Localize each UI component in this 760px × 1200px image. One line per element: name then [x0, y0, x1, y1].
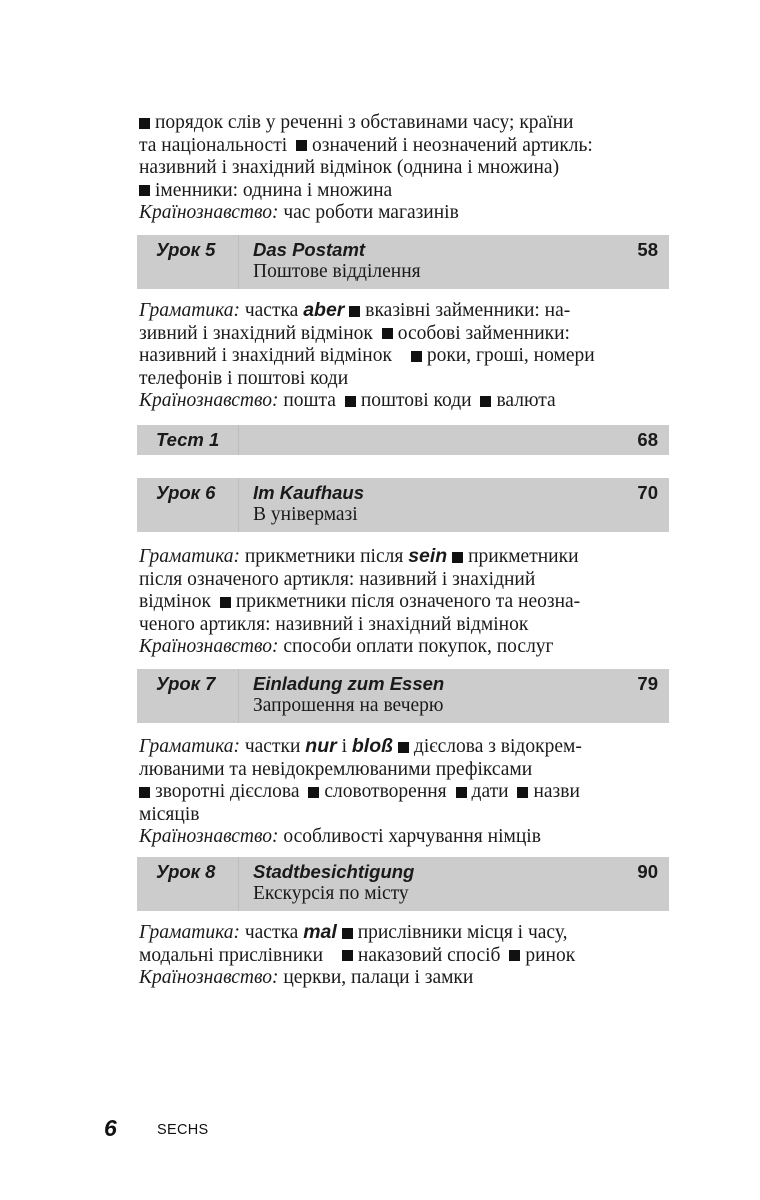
separator — [238, 669, 239, 723]
separator — [238, 425, 239, 455]
bullet-square-icon — [411, 351, 422, 362]
text: зворотні дієслова — [155, 781, 300, 803]
text: місяців — [139, 803, 200, 825]
text: модальні прислівники — [139, 944, 324, 966]
intro-line-3: називний і знахідний відмінок (однина і множина) — [139, 157, 560, 179]
text: прикметники після — [244, 546, 404, 567]
keyword: bloß — [351, 735, 394, 757]
bullet-square-icon — [349, 306, 360, 317]
text: валюта — [496, 390, 556, 412]
bullet-square-icon — [452, 552, 463, 563]
lesson-number: Тест 1 — [156, 429, 220, 450]
lesson-6-header[interactable] — [137, 478, 669, 532]
country-label: Країнознавство: — [139, 202, 279, 224]
lesson-title: Im Kaufhaus — [253, 482, 365, 503]
bullet-square-icon — [139, 118, 150, 129]
lesson-page-number: 70 — [637, 482, 658, 503]
page-number: 6 — [104, 1115, 117, 1141]
bullet-square-icon — [342, 928, 353, 939]
text: поштові коди — [360, 390, 472, 412]
text: особові займенники: — [397, 322, 570, 344]
lesson-subtitle: Запрошення на вечерю — [253, 695, 444, 716]
lesson-subtitle: В універмазі — [253, 504, 358, 525]
country-label: Країнознавство: — [139, 390, 279, 412]
intro-country-text: час роботи магазинів — [283, 202, 459, 224]
separator — [238, 478, 239, 532]
text: наказовий спосіб — [357, 944, 501, 966]
text: ченого артикля: називний і знахідний відмінок — [139, 613, 529, 635]
bullet-square-icon — [296, 140, 307, 151]
grammar-label: Граматика: — [139, 736, 240, 757]
intro-line-2b: означений і неозначений артикль: — [312, 134, 593, 156]
lesson-number: Урок 7 — [156, 673, 216, 694]
text: прикметники — [468, 546, 579, 567]
text: дієслова з відокрем- — [413, 736, 582, 757]
intro-line-4: іменники: однина і множина — [155, 179, 393, 201]
text: відмінок — [139, 591, 211, 613]
text: і — [341, 736, 347, 757]
bullet-square-icon — [139, 787, 150, 798]
keyword: aber — [303, 299, 345, 321]
lesson-6-description — [139, 545, 671, 659]
keyword: sein — [408, 545, 448, 567]
text: частка — [244, 300, 299, 321]
country-label: Країнознавство: — [139, 826, 279, 848]
bullet-square-icon — [342, 950, 353, 961]
lesson-number: Урок 6 — [156, 482, 216, 503]
bullet-square-icon — [220, 597, 231, 608]
intro-line-1: порядок слів у реченні з обставинами часу; країни — [155, 112, 574, 133]
text: ринок — [525, 944, 576, 966]
test-1-header[interactable] — [137, 425, 669, 455]
grammar-label: Граматика: — [139, 300, 240, 321]
lesson-title: Stadtbesichtigung — [253, 861, 415, 882]
lesson-8-header[interactable] — [137, 857, 669, 911]
grammar-label: Граматика: — [139, 922, 240, 943]
keyword: nur — [305, 735, 337, 757]
bullet-square-icon — [382, 328, 393, 339]
lesson-number: Урок 5 — [156, 239, 216, 260]
text: роки, гроші, номери — [426, 345, 595, 367]
country-label: Країнознавство: — [139, 967, 279, 989]
text: називний і знахідний відмінок — [139, 345, 392, 367]
lesson-subtitle: Поштове відділення — [253, 261, 421, 282]
text: після означеного артикля: називний і знахідний — [139, 568, 536, 590]
text: дати — [471, 781, 509, 803]
bullet-square-icon — [345, 396, 356, 407]
text: вказівні займенники: на- — [365, 300, 571, 321]
text: люваними та невідокремлюваними префіксами — [139, 758, 533, 780]
lesson-page-number: 68 — [637, 429, 658, 450]
separator — [238, 857, 239, 911]
text: частка — [244, 922, 299, 943]
text: церкви, палаци і замки — [283, 967, 474, 989]
intro-paragraph — [139, 112, 671, 225]
text: телефонів і поштові коди — [139, 367, 349, 389]
text: пошта — [283, 390, 336, 412]
country-label: Країнознавство: — [139, 636, 279, 658]
separator — [238, 235, 239, 289]
lesson-page-number: 90 — [637, 861, 658, 882]
bullet-square-icon — [398, 742, 409, 753]
grammar-label: Граматика: — [139, 546, 240, 567]
bullet-square-icon — [456, 787, 467, 798]
lesson-page-number: 79 — [637, 673, 658, 694]
lesson-7-description — [139, 735, 671, 849]
text: прислівники місця і часу, — [357, 922, 568, 943]
intro-line-2a: та національності — [139, 134, 288, 156]
lesson-page-number: 58 — [637, 239, 658, 260]
text: способи оплати покупок, послуг — [283, 636, 554, 658]
bullet-square-icon — [308, 787, 319, 798]
lesson-number: Урок 8 — [156, 861, 216, 882]
lesson-8-description — [139, 921, 671, 990]
lesson-5-description — [139, 299, 671, 413]
lesson-title: Das Postamt — [253, 239, 366, 260]
keyword: mal — [303, 921, 337, 943]
text: частки — [244, 736, 301, 757]
bullet-square-icon — [480, 396, 491, 407]
lesson-7-header[interactable] — [137, 669, 669, 723]
text: особливості харчування німців — [283, 826, 541, 848]
bullet-square-icon — [517, 787, 528, 798]
bullet-square-icon — [509, 950, 520, 961]
lesson-5-header[interactable] — [137, 235, 669, 289]
bullet-square-icon — [139, 185, 150, 196]
text: словотворення — [324, 781, 447, 803]
text: прикметники після означеного та неозна- — [235, 591, 581, 613]
lesson-title: Einladung zum Essen — [253, 673, 445, 694]
page-number-word: SECHS — [157, 1122, 209, 1138]
text: назви — [533, 781, 580, 803]
lesson-subtitle: Екскурсія по місту — [253, 883, 409, 904]
text: зивний і знахідний відмінок — [139, 322, 373, 344]
